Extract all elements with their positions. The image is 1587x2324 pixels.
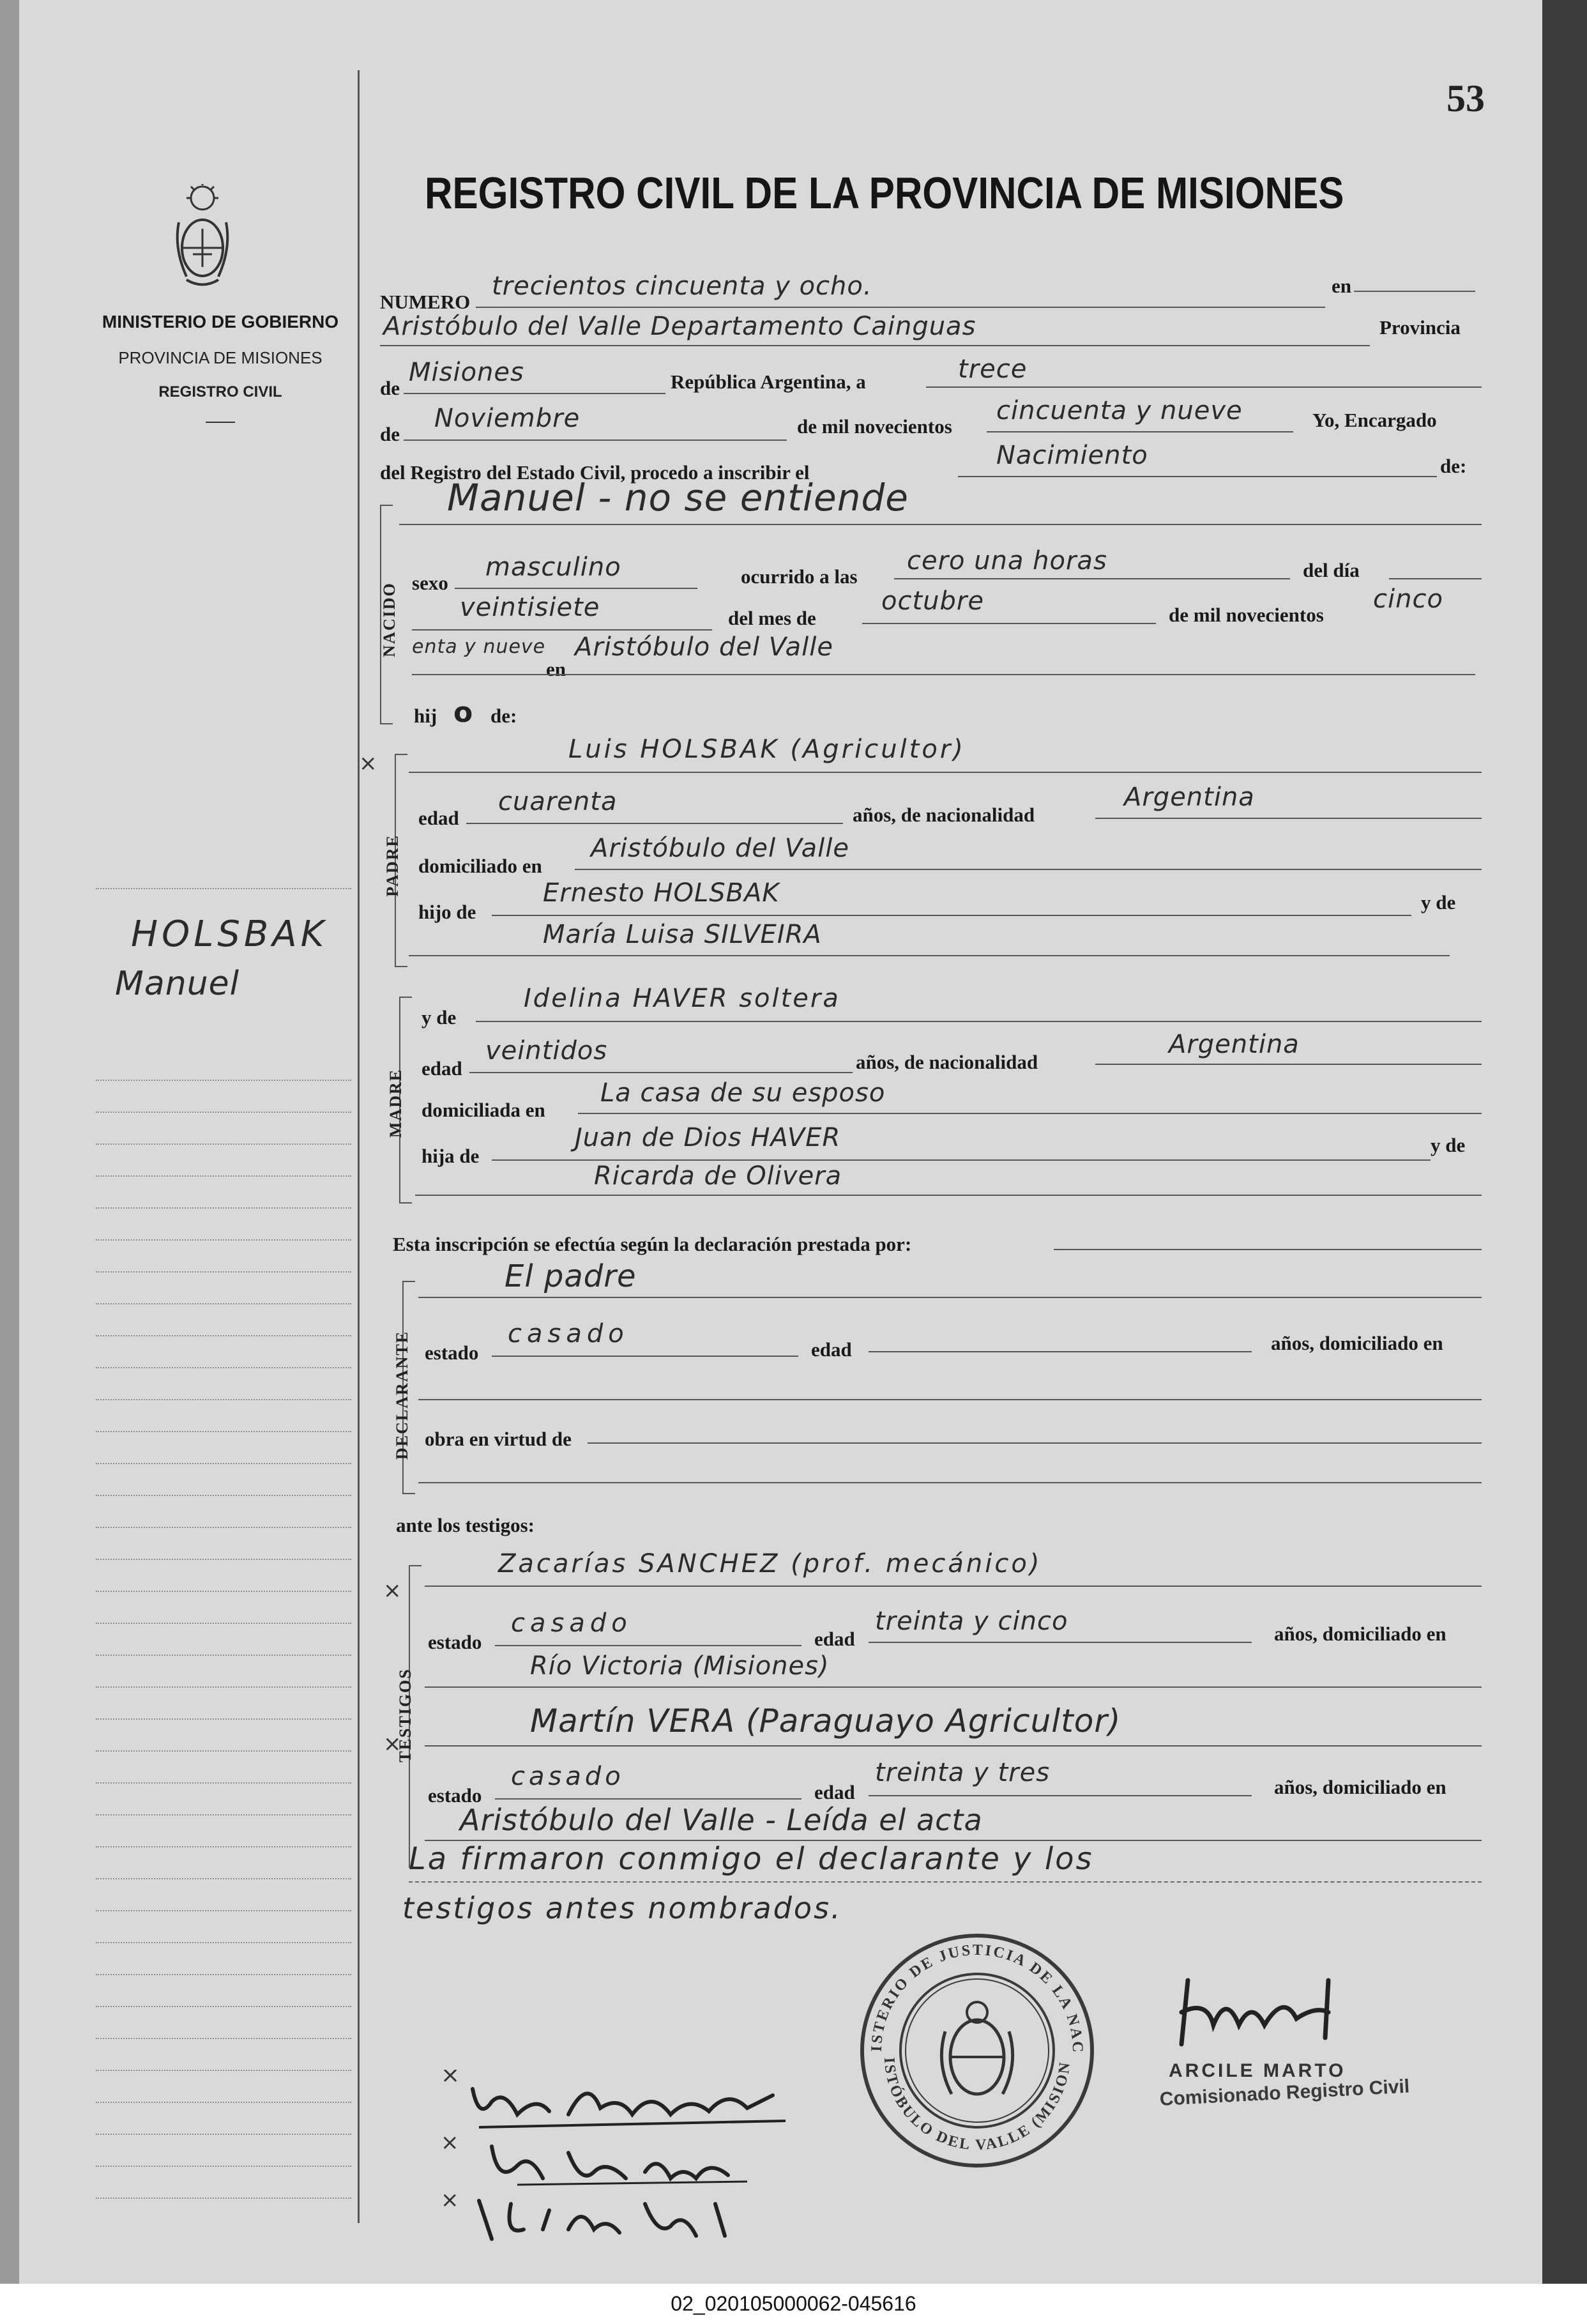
label-anos-dom-t2: años, domiciliado en (1274, 1776, 1447, 1798)
field-line (409, 772, 1482, 773)
field-line (588, 1442, 1482, 1444)
value-madre-y-de: Ricarda de Olivera (594, 1161, 842, 1191)
field-line (492, 915, 1411, 916)
field-line (418, 1399, 1482, 1400)
value-testigo1-edad: treinta y cinco (875, 1607, 1068, 1636)
official-title: Comisionado Registro Civil (1159, 2076, 1410, 2110)
mark-x: × (359, 751, 377, 776)
field-line (1354, 291, 1475, 292)
field-line (409, 955, 1450, 956)
value-testigo2-estado: casado (511, 1762, 625, 1791)
margin-dotted-line (96, 1782, 351, 1784)
margin-dotted-line (96, 1399, 351, 1400)
margin-dotted-line (96, 1239, 351, 1241)
value-padre-nombre: Luis HOLSBAK (Agricultor) (568, 735, 966, 764)
field-line (495, 1645, 801, 1646)
field-line (869, 1351, 1252, 1352)
adjacent-page-edge (0, 0, 19, 2324)
label-de-2: de (380, 423, 400, 445)
label-y-de-3: y de (1431, 1134, 1466, 1156)
value-padre-dom: Aristóbulo del Valle (591, 834, 849, 863)
official-signature (1169, 1968, 1360, 2057)
value-hij-o: o (453, 696, 473, 729)
field-line (404, 393, 665, 394)
label-ante: ante los testigos: (396, 1514, 535, 1536)
value-numero: trecientos cincuenta y ocho. (492, 271, 872, 301)
value-inscribir: Nacimiento (996, 441, 1148, 470)
closing-line-2: testigos antes nombrados. (402, 1891, 842, 1925)
field-line (476, 1021, 1482, 1022)
label-anos-nac-madre: años, de nacionalidad (856, 1051, 1038, 1073)
margin-dotted-line (96, 1112, 351, 1113)
label-estado-declarante: estado (425, 1342, 479, 1364)
value-testigo1-estado: casado (511, 1609, 632, 1638)
label-de-colon-2: de: (490, 705, 517, 727)
value-padre-edad: cuarenta (498, 787, 618, 816)
field-line (492, 1159, 1431, 1161)
value-testigo1-dom: Río Victoria (Misiones) (530, 1651, 830, 1681)
ministry-title: MINISTERIO DE GOBIERNO (102, 312, 339, 332)
label-de: de (380, 377, 400, 399)
ministry-province: PROVINCIA DE MISIONES (118, 348, 323, 367)
margin-dotted-line (96, 1591, 351, 1592)
label-hijo-de: hijo de (418, 901, 476, 923)
label-anos-dom-declarante: años, domiciliado en (1271, 1332, 1443, 1354)
field-line (1095, 818, 1482, 819)
margin-line (358, 70, 360, 2223)
label-ocurrido: ocurrido a las (741, 565, 858, 588)
margin-dotted-line (96, 1814, 351, 1816)
field-line (476, 307, 1325, 308)
value-anio-nac-a: cinco (1373, 585, 1443, 614)
svg-text:MINISTERIO DE JUSTICIA DE LA N: ISTERIO DE JUSTICIA DE LA NAC (868, 1941, 1086, 2055)
label-estado-t2: estado (428, 1784, 482, 1807)
field-line (425, 1686, 1482, 1688)
official-name: ARCILE MARTO (1169, 2060, 1346, 2081)
field-line (894, 578, 1290, 579)
value-testigo1-nombre: Zacarías SANCHEZ (prof. mecánico) (498, 1549, 1042, 1579)
label-sexo: sexo (412, 572, 448, 594)
margin-dotted-line (96, 1750, 351, 1752)
field-line (415, 1195, 1482, 1196)
label-inscripcion: Esta inscripción se efectúa según la declaración prestada por: (393, 1233, 912, 1255)
value-declarante: El padre (505, 1258, 637, 1294)
field-line (926, 386, 1482, 388)
field-line (862, 623, 1156, 624)
label-yo-encargado: Yo, Encargado (1312, 409, 1437, 431)
margin-dotted-line (96, 1143, 351, 1145)
margin-dotted-line (96, 1207, 351, 1209)
field-line (412, 629, 712, 631)
margin-dotted-line (96, 2006, 351, 2007)
margin-dotted-line (96, 1878, 351, 1879)
value-declarante-estado: casado (508, 1319, 629, 1349)
margin-dotted-line (96, 1080, 351, 1081)
field-line (869, 1795, 1252, 1796)
value-lugar: Aristóbulo del Valle Departamento Cainguas (383, 312, 976, 341)
value-madre-nac: Argentina (1169, 1030, 1300, 1059)
document-title: REGISTRO CIVIL DE LA PROVINCIA DE MISIONES (425, 168, 1344, 218)
value-padre-nac: Argentina (1124, 783, 1255, 812)
value-dia-a: trece (958, 355, 1028, 384)
value-hora: cero una horas (907, 546, 1107, 576)
value-testigo2-dom: Aristóbulo del Valle - Leída el acta (460, 1803, 983, 1837)
closing-line-1: La firmaron conmigo el declarante y los (409, 1841, 1094, 1877)
value-nombre: Manuel - no se entiende (447, 476, 909, 519)
margin-dotted-line (96, 2166, 351, 2167)
margin-dotted-line (96, 1335, 351, 1336)
value-padre-hijo-de: Ernesto HOLSBAK (543, 878, 780, 908)
margin-dotted-line (96, 2134, 351, 2135)
margin-surname: HOLSBAK (131, 914, 328, 955)
label-numero: NUMERO (380, 291, 471, 313)
value-provincia: Misiones (409, 358, 524, 387)
file-identifier: 02_020105000062-045616 (671, 2292, 916, 2315)
binding-shadow (1542, 0, 1587, 2284)
svg-text:×: × (441, 2134, 459, 2155)
official-seal-stamp (856, 1929, 1098, 2172)
label-edad-t1: edad (814, 1628, 855, 1650)
field-line (578, 1113, 1482, 1114)
label-hija-de: hija de (421, 1145, 480, 1167)
field-line (418, 1297, 1482, 1298)
label-domiciliado-padre: domiciliado en (418, 855, 542, 877)
value-testigo2-nombre: Martín VERA (Paraguayo Agricultor) (530, 1702, 1121, 1739)
field-line (404, 440, 787, 441)
field-line (869, 1642, 1252, 1643)
value-dia: veintisiete (460, 593, 600, 622)
label-del-mes: del mes de (728, 607, 816, 629)
field-line (469, 1072, 853, 1073)
mark-x: × (383, 1578, 402, 1603)
label-edad-madre: edad (421, 1057, 462, 1080)
signature-witness-1 (441, 2134, 760, 2191)
label-y-de-madre: y de (421, 1006, 457, 1028)
section-label-nacido: NACIDO (380, 582, 399, 657)
margin-dotted-line (96, 1623, 351, 1624)
label-provincia: Provincia (1379, 316, 1461, 339)
margin-dotted-line (96, 1718, 351, 1720)
value-mes-nac: octubre (881, 586, 984, 616)
field-line (466, 823, 843, 824)
margin-dotted-line (96, 2102, 351, 2103)
label-de-colon: de: (1440, 455, 1467, 477)
margin-dotted-line (96, 1559, 351, 1560)
label-domiciliada-madre: domiciliada en (421, 1099, 545, 1121)
value-madre-hija-de: Juan de Dios HAVER (575, 1123, 841, 1152)
field-line (1389, 578, 1482, 579)
field-line (418, 1482, 1482, 1483)
value-madre-nombre: Idelina HAVER soltera (524, 984, 840, 1013)
margin-dotted-line (96, 888, 351, 889)
field-line (425, 1586, 1482, 1587)
margin-dotted-line (96, 1175, 351, 1177)
ministry-office: REGISTRO CIVIL (158, 383, 282, 401)
value-anio-nac-b: enta y nueve (412, 636, 546, 658)
margin-dotted-line (96, 2070, 351, 2071)
signature-father (441, 2070, 798, 2134)
label-edad-declarante: edad (811, 1338, 852, 1361)
value-mes: Noviembre (434, 404, 581, 433)
value-padre-y-de: María Luisa SILVEIRA (543, 920, 822, 949)
label-edad-t2: edad (814, 1781, 855, 1803)
margin-dotted-line (96, 1942, 351, 1943)
label-edad-padre: edad (418, 807, 459, 829)
value-madre-edad: veintidos (485, 1036, 608, 1066)
label-en-2: en (546, 658, 566, 680)
svg-text:×: × (441, 2191, 459, 2213)
mark-x: × (383, 1731, 402, 1757)
svg-text:×: × (441, 2070, 460, 2088)
margin-dotted-line (96, 1910, 351, 1911)
field-line (1054, 1249, 1482, 1250)
margin-dotted-line (96, 2198, 351, 2199)
margin-dotted-line (96, 1686, 351, 1688)
margin-dotted-line (96, 1655, 351, 1656)
field-line (412, 674, 1475, 675)
label-registro-estado: del Registro del Estado Civil, procedo a inscribir el (380, 461, 810, 484)
field-line (958, 476, 1437, 477)
value-lugar-nac: Aristóbulo del Valle (575, 632, 833, 662)
value-madre-dom: La casa de su esposo (600, 1078, 886, 1108)
page-number: 53 (1447, 77, 1485, 119)
field-line (495, 1798, 801, 1800)
label-en: en (1332, 275, 1351, 297)
value-testigo2-edad: treinta y tres (875, 1758, 1051, 1787)
field-line (492, 1356, 798, 1357)
label-de-mil: de mil novecientos (797, 415, 952, 438)
margin-dotted-line (96, 1974, 351, 1975)
margin-dotted-line (96, 1846, 351, 1847)
field-line (380, 345, 1370, 346)
margin-dotted-line (96, 1431, 351, 1432)
label-anos-dom-t1: años, domiciliado en (1274, 1623, 1447, 1645)
section-label-testigos: TESTIGOS (396, 1668, 414, 1762)
label-republica: República Argentina, a (671, 371, 866, 393)
margin-dotted-line (96, 1303, 351, 1304)
margin-dotted-line (96, 1367, 351, 1368)
field-line (399, 524, 1482, 525)
field-line (409, 1881, 1482, 1883)
svg-text:ARISTÓBULO DEL VALLE (MISIONES: ISTÓBULO DEL VALLE (MISION (880, 2057, 1074, 2154)
margin-dotted-line (96, 1271, 351, 1273)
label-de-mil-nov: de mil novecientos (1169, 604, 1324, 626)
field-line (575, 869, 1482, 870)
section-label-padre: PADRE (383, 834, 402, 897)
field-line (425, 1745, 1482, 1747)
field-line (1095, 1064, 1482, 1065)
value-anio: cincuenta y nueve (996, 396, 1243, 425)
field-line (455, 588, 697, 589)
label-y-de: y de (1421, 891, 1456, 914)
margin-dotted-line (96, 1463, 351, 1464)
ministry-divider (206, 422, 235, 423)
margin-dotted-line (96, 1527, 351, 1528)
label-estado-t1: estado (428, 1631, 482, 1653)
label-anos-nac-padre: años, de nacionalidad (853, 804, 1035, 826)
margin-dotted-line (96, 1495, 351, 1496)
margin-dotted-line (96, 2038, 351, 2039)
label-del-dia: del día (1303, 559, 1360, 581)
section-label-declarante: DECLARANTE (393, 1330, 411, 1460)
value-sexo: masculino (485, 553, 621, 582)
signature-witness-2 (441, 2191, 773, 2249)
label-hij: hij (414, 705, 437, 727)
section-label-madre: MADRE (386, 1068, 405, 1138)
coat-of-arms-emblem (174, 184, 231, 293)
margin-given-name: Manuel (115, 965, 240, 1003)
field-line (987, 431, 1293, 432)
label-obra: obra en virtud de (425, 1428, 572, 1450)
